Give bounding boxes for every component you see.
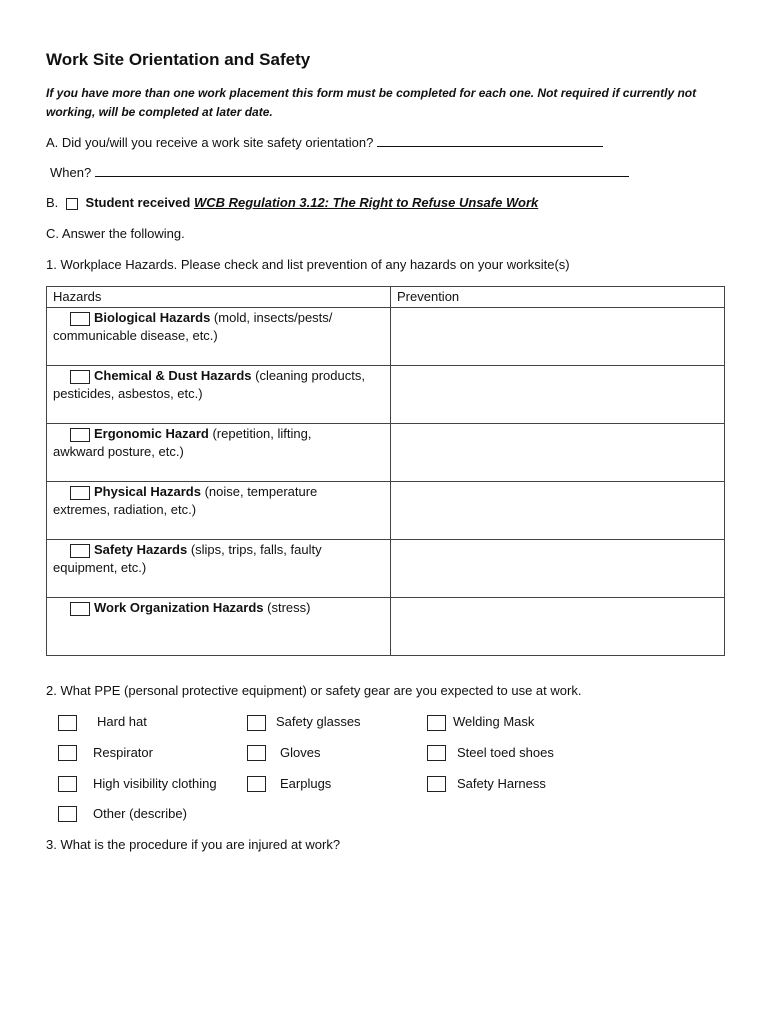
high-visibility-clothing-checkbox[interactable] <box>58 776 77 792</box>
safety-harness-label: Safety Harness <box>457 776 546 791</box>
hazards-table <box>46 286 725 656</box>
hazard-row-physical <box>47 482 725 540</box>
respirator-label: Respirator <box>93 745 153 760</box>
hazard-desc-cont: extremes, radiation, etc.) <box>53 502 197 517</box>
earplugs-checkbox[interactable] <box>247 776 266 792</box>
gloves-label: Gloves <box>280 745 321 760</box>
hazard-row-ergonomic <box>47 424 725 482</box>
safety-glasses-checkbox[interactable] <box>247 715 266 731</box>
hard-hat-label: Hard hat <box>97 714 147 729</box>
hazards-header: Hazards <box>47 287 391 308</box>
hazard-desc: (slips, trips, falls, faulty <box>187 542 322 557</box>
hazard-name: Ergonomic Hazard <box>94 426 209 441</box>
question-2: 2. What PPE (personal protective equipment) or safety gear are you expected to use at work. <box>46 683 582 698</box>
prevention-field[interactable] <box>391 482 725 540</box>
physical-hazards-checkbox[interactable] <box>70 486 90 500</box>
wcb-regulation-link[interactable]: WCB Regulation 3.12: The Right to Refuse Unsafe Work <box>193 195 539 210</box>
welding-mask-label: Welding Mask <box>453 714 535 729</box>
steel-toed-shoes-checkbox[interactable] <box>427 745 446 761</box>
section-a <box>46 134 603 151</box>
hard-hat-checkbox[interactable] <box>58 715 77 731</box>
regulation-received-checkbox[interactable] <box>66 198 78 210</box>
page-title: Work Site Orientation and Safety <box>46 50 311 69</box>
hazard-desc-cont: equipment, etc.) <box>53 560 147 575</box>
hazard-name: Work Organization Hazards <box>94 600 264 615</box>
hazard-name: Chemical & Dust Hazards <box>94 368 252 383</box>
hazard-desc-cont: pesticides, asbestos, etc.) <box>53 386 203 401</box>
section-b <box>46 195 538 211</box>
question-3: 3. What is the procedure if you are injured at work? <box>46 837 341 852</box>
prevention-field[interactable] <box>391 598 725 656</box>
ergonomic-hazard-checkbox[interactable] <box>70 428 90 442</box>
hazard-desc: (mold, insects/pests/ <box>210 310 333 325</box>
gloves-checkbox[interactable] <box>247 745 266 761</box>
other-label: Other (describe) <box>93 806 187 821</box>
hazard-desc: (stress) <box>263 600 311 615</box>
hazard-name: Biological Hazards <box>94 310 211 325</box>
biological-hazards-checkbox[interactable] <box>70 312 90 326</box>
instructions-line-1: If you have more than one work placement this form must be completed for each one. Not required if currently not <box>46 86 697 100</box>
instructions-line-2: working, will be completed at later date. <box>46 105 273 119</box>
hazard-row-work-organization <box>47 598 725 656</box>
steel-toed-shoes-label: Steel toed shoes <box>457 745 554 760</box>
question-1: 1. Workplace Hazards. Please check and list prevention of any hazards on your worksite(s) <box>46 257 570 272</box>
hazard-desc-cont: awkward posture, etc.) <box>53 444 184 459</box>
orientation-answer-field[interactable] <box>377 134 603 147</box>
respirator-checkbox[interactable] <box>58 745 77 761</box>
hazard-row-chemical <box>47 366 725 424</box>
earplugs-label: Earplugs <box>280 776 332 791</box>
hazard-desc: (noise, temperature <box>200 484 318 499</box>
other-checkbox[interactable] <box>58 806 77 822</box>
chemical-hazards-checkbox[interactable] <box>70 370 90 384</box>
section-c: C. Answer the following. <box>46 226 185 241</box>
prevention-field[interactable] <box>391 540 725 598</box>
when-label: When? <box>50 165 92 180</box>
hazard-desc-cont: communicable disease, etc.) <box>53 328 218 343</box>
work-organization-hazards-checkbox[interactable] <box>70 602 90 616</box>
orientation-question: A. Did you/will you receive a work site safety orientation? <box>46 135 374 150</box>
student-received-label: Student received <box>85 195 191 210</box>
hazard-desc: (cleaning products, <box>251 368 365 383</box>
prevention-header: Prevention <box>391 287 725 308</box>
section-b-prefix: B. <box>46 195 59 210</box>
prevention-field[interactable] <box>391 308 725 366</box>
when-field[interactable] <box>95 164 629 177</box>
prevention-field[interactable] <box>391 366 725 424</box>
safety-glasses-label: Safety glasses <box>276 714 361 729</box>
hazard-row-safety <box>47 540 725 598</box>
safety-harness-checkbox[interactable] <box>427 776 446 792</box>
welding-mask-checkbox[interactable] <box>427 715 446 731</box>
hazard-row-biological <box>47 308 725 366</box>
prevention-field[interactable] <box>391 424 725 482</box>
hazard-name: Safety Hazards <box>94 542 188 557</box>
hazard-desc: (repetition, lifting, <box>208 426 312 441</box>
safety-hazards-checkbox[interactable] <box>70 544 90 558</box>
high-visibility-clothing-label: High visibility clothing <box>93 776 217 791</box>
when-row <box>50 164 629 181</box>
hazard-name: Physical Hazards <box>94 484 201 499</box>
